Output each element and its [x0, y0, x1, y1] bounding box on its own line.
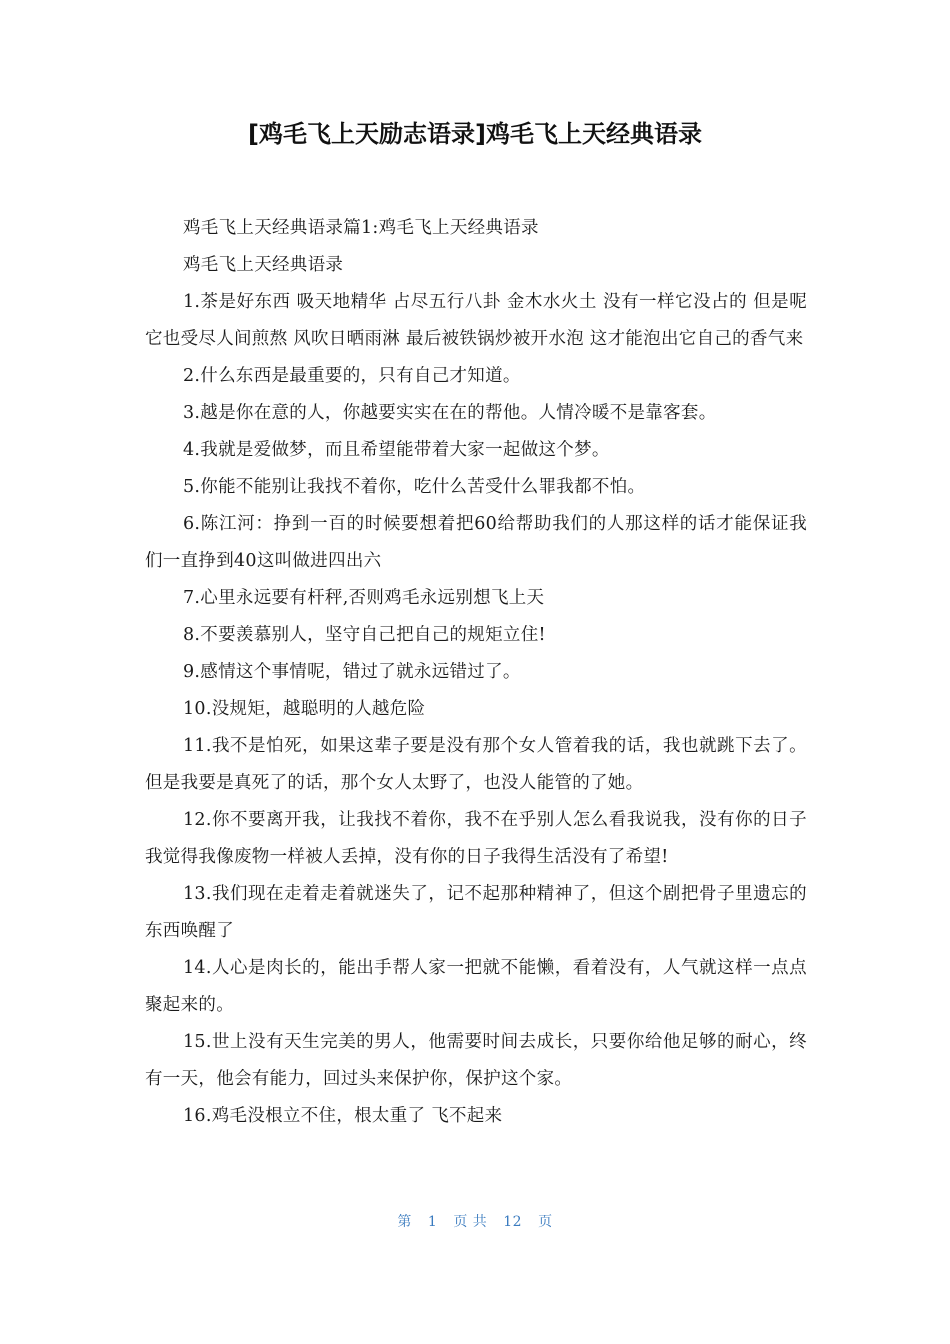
paragraph: 4.我就是爱做梦，而且希望能带着大家一起做这个梦。	[183, 440, 610, 460]
paragraph: 8.不要羡慕别人，坚守自己把自己的规矩立住!	[183, 625, 546, 645]
paragraph: 15.世上没有天生完美的男人，他需要时间去成长，只要你给他足够的耐心，终有一天，他会有能力，回过头来保护你，保护这个家。	[145, 1032, 807, 1089]
footer-total-pages: 12	[503, 1214, 523, 1230]
paragraph: 6.陈江河：挣到一百的时候要想着把60给帮助我们的人那这样的话才能保证我们一直挣到40这叫做进四出六	[145, 514, 807, 571]
paragraph: 9.感情这个事情呢，错过了就永远错过了。	[183, 662, 521, 682]
paragraph: 5.你能不能别让我找不着你，吃什么苦受什么罪我都不怕。	[183, 477, 646, 497]
paragraph: 3.越是你在意的人，你越要实实在在的帮他。人情冷暖不是靠客套。	[183, 403, 717, 423]
paragraph: 7.心里永远要有杆秤,否则鸡毛永远别想飞上天	[183, 588, 545, 608]
footer-prefix: 第	[397, 1214, 412, 1230]
document-body	[145, 210, 807, 1135]
paragraph: 10.没规矩，越聪明的人越危险	[183, 699, 426, 719]
paragraph: 鸡毛飞上天经典语录篇1:鸡毛飞上天经典语录	[183, 218, 539, 238]
paragraph: 12.你不要离开我，让我找不着你，我不在乎别人怎么看我说我，没有你的日子我觉得我像废物一样被人丢掉，没有你的日子我得生活没有了希望!	[145, 810, 807, 867]
paragraph: 11.我不是怕死，如果这辈子要是没有那个女人管着我的话，我也就跳下去了。但是我要是真死了的话，那个女人太野了，也没人能管的了她。	[145, 736, 807, 793]
paragraph: 13.我们现在走着走着就迷失了，记不起那种精神了，但这个剧把骨子里遗忘的东西唤醒了	[145, 884, 807, 941]
paragraph: 2.什么东西是最重要的，只有自己才知道。	[183, 366, 521, 386]
paragraph: 16.鸡毛没根立不住，根太重了 飞不起来	[183, 1106, 503, 1126]
footer-current-page: 1	[427, 1214, 438, 1230]
page-footer	[0, 1210, 950, 1234]
paragraph: 14.人心是肉长的，能出手帮人家一把就不能懒，看着没有，人气就这样一点点聚起来的。	[145, 958, 807, 1015]
footer-middle: 页 共	[453, 1214, 488, 1230]
document-title: [鸡毛飞上天励志语录]鸡毛飞上天经典语录	[248, 120, 702, 148]
footer-suffix: 页	[538, 1214, 553, 1230]
paragraph: 鸡毛飞上天经典语录	[183, 255, 344, 275]
paragraph: 1.茶是好东西 吸天地精华 占尽五行八卦 金木水火土 没有一样它没占的 但是呢 它也受尽人间煎熬 风吹日晒雨淋 最后被铁锅炒被开水泡 这才能泡出它自己的香气来	[145, 292, 807, 349]
